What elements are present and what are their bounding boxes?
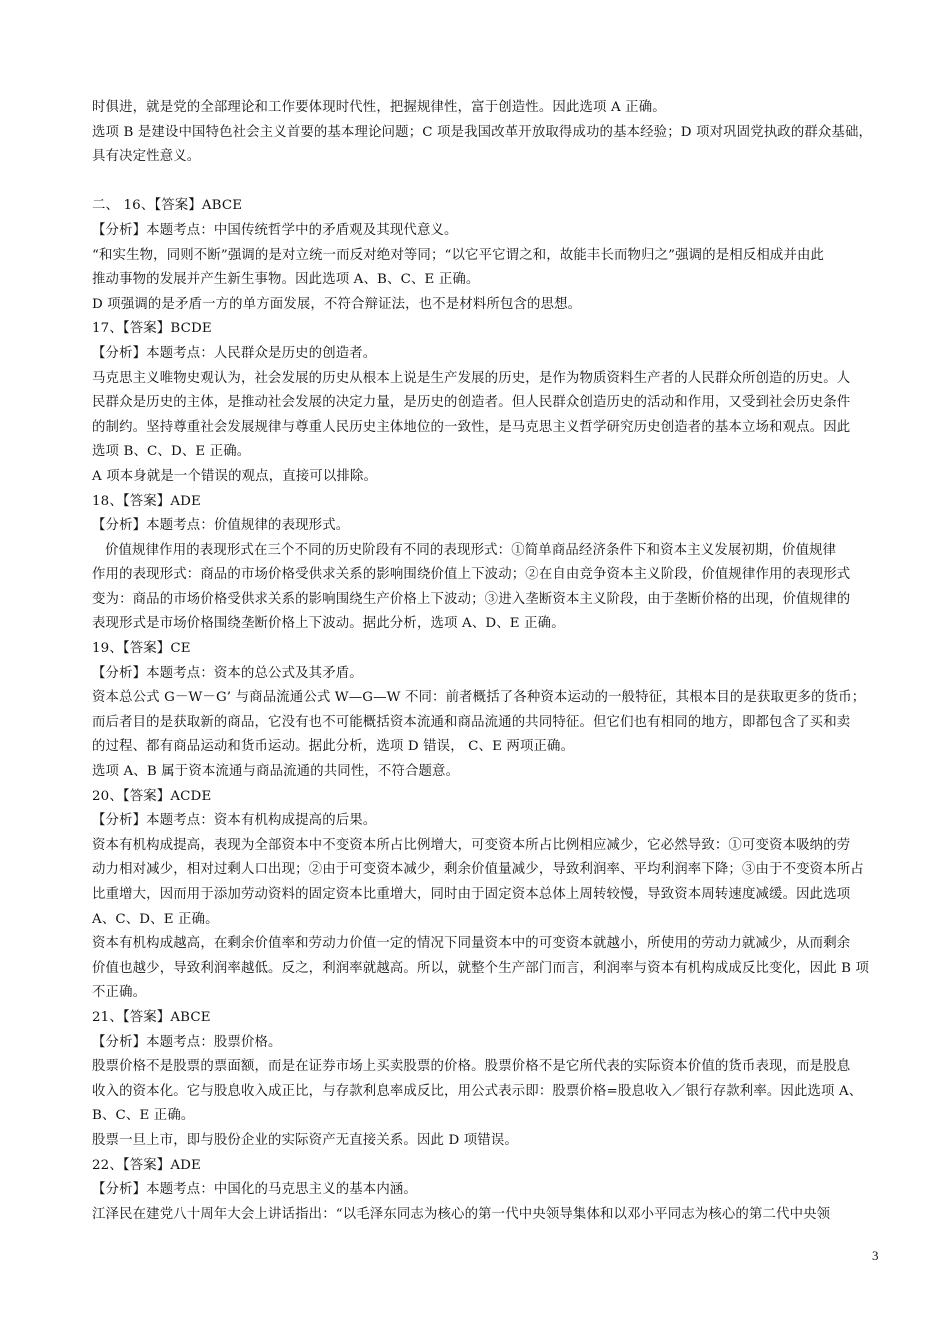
text-line: D 项强调的是矛盾一方的单方面发展，不符合辩证法，也不是材料所包含的思想。	[92, 296, 582, 312]
text-line: 选项 B、C、D、E 正确。	[92, 444, 251, 460]
text-line: A、C、D、E 正确。	[92, 911, 219, 927]
text-line: 具有决定性意义。	[92, 149, 201, 165]
text-line: 变为：商品的市场价格受供求关系的影响围绕生产价格上下波动；③进入垄断资本主义阶段，由于垄断价格的出现，价值规律的	[92, 591, 851, 607]
text-line: 江泽民在建党八十周年大会上讲话指出：“以毛泽东同志为核心的第一代中央领导集体和以邓小平同志为核心的第二代中央领	[92, 1206, 831, 1222]
text-line: 【分析】本题考点：中国传统哲学中的矛盾观及其现代意义。	[92, 222, 458, 238]
text-line: 的制约。坚持尊重社会发展规律与尊重人民历史主体地位的一致性，是马克思主义哲学研究历史创造者的基本立场和观点。因此	[92, 419, 851, 435]
text-line: 20、【答案】ACDE	[92, 788, 212, 804]
text-line	[92, 170, 892, 195]
text-line: 收入的资本化。它与股息收入成正比，与存款利息率成反比，用公式表示即：股票价格=股息收入／银行存款利率。因此选项 A、	[92, 1083, 863, 1099]
text-line: 【分析】本题考点：股票价格。	[92, 1034, 282, 1050]
text-line: 股票价格不是股票的票面额，而是在证券市场上买卖股票的价格。股票价格不是它所代表的实际资本价值的货币表现，而是股息	[92, 1059, 851, 1075]
text-line: “和实生物，同则不断”强调的是对立统一而反对绝对等同；“以它平它谓之和，故能丰长而物归之”强调的是相反相成并由此	[92, 247, 825, 263]
text-line: 不正确。	[92, 985, 147, 1001]
text-line: 而后者目的是获取新的商品，它没有也不可能概括资本流通和商品流通的共同特征。但它们也有相同的地方，即都包含了买和卖	[92, 714, 851, 730]
text-line: 17、【答案】BCDE	[92, 321, 212, 337]
text-line: 马克思主义唯物史观认为，社会发展的历史从根本上说是生产发展的历史，是作为物质资料生产者的人民群众所创造的历史。人	[92, 370, 851, 386]
text-line: 【分析】本题考点：资本有机构成提高的后果。	[92, 813, 377, 829]
text-line: 【分析】本题考点：价值规律的表现形式。	[92, 518, 350, 534]
text-line: 资本有机构成越高，在剩余价值率和劳动力价值一定的情况下同量资本中的可变资本就越小，所使用的劳动力就减少，从而剩余	[92, 936, 851, 952]
text-line: 选项 A、B 属于资本流通与商品流通的共同性，不符合题意。	[92, 764, 460, 780]
text-line: 比重增大，因而用于添加劳动资料的固定资本比重增大，同时由于固定资本总体上周转较慢，导致资本周转速度减缓。因此选项	[92, 887, 851, 902]
text-line: 推动事物的发展并产生新生事物。因此选项 A、B、C、E 正确。	[92, 272, 480, 288]
text-line: 【分析】本题考点：资本的总公式及其矛盾。	[92, 665, 363, 681]
text-line: 作用的表现形式：商品的市场价格受供求关系的影响围绕价值上下波动；②在自由竞争资本主义阶段，价值规律作用的表现形式	[92, 567, 851, 583]
page-number: 3	[872, 1248, 879, 1263]
text-line: 表现形式是市场价格围绕垄断价格上下波动。据此分析，选项 A、D、E 正确。	[92, 616, 565, 632]
text-line: 动力相对减少，相对过剩人口出现；②由于可变资本减少，剩余价值量减少，导致利润率、平均利润率下降；③由于不变资本所占	[92, 862, 864, 878]
text-line: 二、 16、【答案】ABCE	[92, 198, 243, 214]
text-line: 19、【答案】CE	[92, 641, 191, 657]
text-line: 价值也越少，导致利润率越低。反之，利润率就越高。所以，就整个生产部门而言，利润率与资本有机构成成反比变化，因此 B 项	[92, 960, 870, 976]
text-line: 【分析】本题考点：人民群众是历史的创造者。	[92, 345, 377, 361]
text-line: A 项本身就是一个错误的观点，直接可以排除。	[92, 468, 378, 484]
text-line: 价值规律作用的表现形式在三个不同的历史阶段有不同的表现形式：①简单商品经济条件下和资本主义发展初期，价值规律	[105, 542, 837, 558]
text-line: B、C、E 正确。	[92, 1108, 195, 1124]
text-line: 21、【答案】ABCE	[92, 1009, 211, 1025]
text-line: 18、【答案】ADE	[92, 493, 201, 509]
text-line: 股票一旦上市，即与股份企业的实际资产无直接关系。因此 D 项错误。	[92, 1132, 518, 1148]
text-line: 时俱进，就是党的全部理论和工作要体现时代性，把握规律性，富于创造性。因此选项 A 正确。	[92, 100, 666, 115]
text-line: 的过程、都有商品运动和货币运动。据此分析，选项 D 错误， C、E 两项正确。	[92, 739, 575, 755]
text-line: 选项 B 是建设中国特色社会主义首要的基本理论问题；C 项是我国改革开放取得成功的基本经验；D 项对巩固党执政的群众基础，	[92, 124, 873, 140]
text-line: 民群众是历史的主体，是推动社会发展的决定力量，是历史的创造者。但人民群众创造历史的活动和作用，又受到社会历史条件	[92, 395, 851, 411]
text-line: 资本总公式 G－W－G’ 与商品流通公式 W—G—W 不同：前者概括了各种资本运动的一般特征，其根本目的是获取更多的货币；	[92, 690, 866, 706]
document-body	[92, 96, 892, 1227]
text-line: 资本有机构成提高，表现为全部资本中不变资本所占比例增大，可变资本所占比例相应减少，它必然导致：①可变资本吸纳的劳	[92, 837, 851, 853]
text-line: 【分析】本题考点：中国化的马克思主义的基本内涵。	[92, 1182, 417, 1198]
text-line: 22、【答案】ADE	[92, 1157, 201, 1173]
